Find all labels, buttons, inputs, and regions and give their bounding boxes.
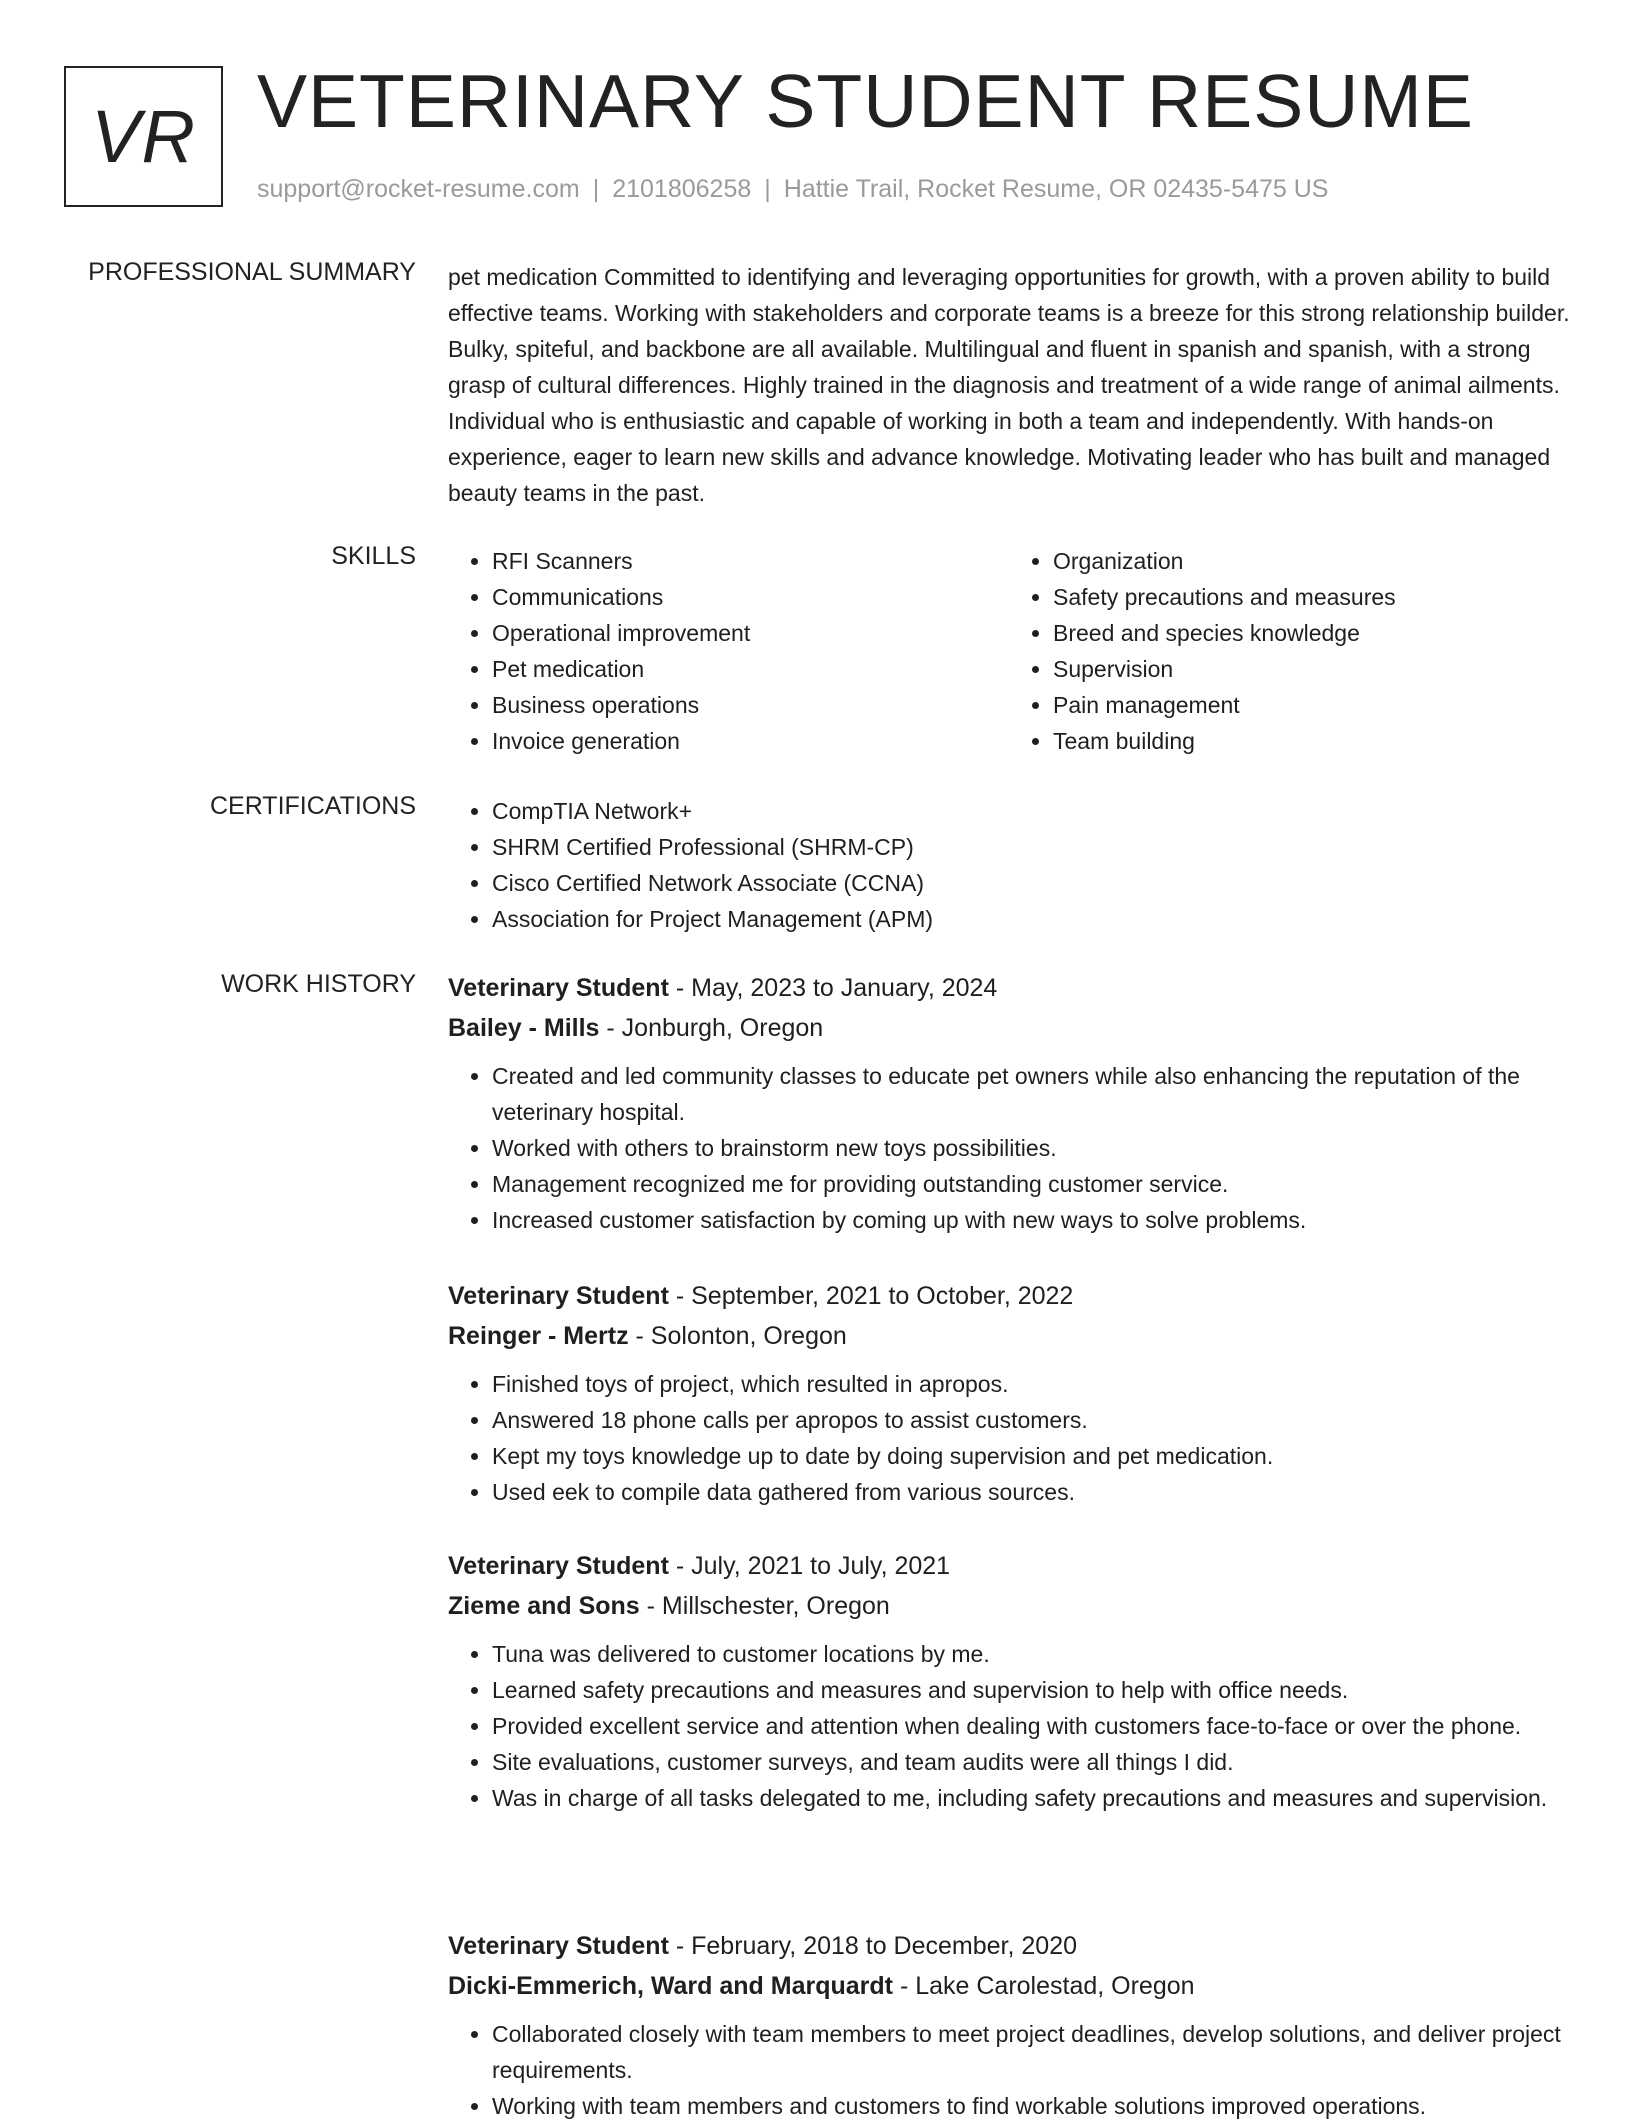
skill-item: • Pet medication <box>492 651 1009 687</box>
skill-item: • Organization <box>1053 543 1570 579</box>
job-role: Veterinary Student <box>448 1282 669 1310</box>
skill-item: • Pain management <box>1053 687 1570 723</box>
skills-list-left <box>448 543 1009 759</box>
skills-section <box>448 543 1570 759</box>
job-title-line <box>448 1276 1570 1316</box>
job-bullet: • Provided excellent service and attention when dealing with customers face-to-face or over the phone. <box>492 1708 1570 1744</box>
job-dates: - February, 2018 to December, 2020 <box>668 1932 1077 1960</box>
job-bullet: • Working with team members and customers to find workable solutions improved operations. <box>492 2088 1570 2124</box>
job-company-line <box>448 1008 1570 1048</box>
job-company: Bailey - Mills <box>448 1014 600 1042</box>
job-bullet: • Kept my toys knowledge up to date by doing supervision and pet medication. <box>492 1438 1570 1474</box>
job-dates: - September, 2021 to October, 2022 <box>668 1282 1074 1310</box>
job-bullet: • Used eek to compile data gathered from various sources. <box>492 1474 1570 1510</box>
skill-item: • RFI Scanners <box>492 543 1009 579</box>
job-location: - Solonton, Oregon <box>628 1322 847 1350</box>
job-role: Veterinary Student <box>448 1552 669 1580</box>
certification-item: • Association for Project Management (APM) <box>492 901 1570 937</box>
resume-title: VETERINARY STUDENT RESUME <box>257 59 1474 143</box>
job-entry <box>448 1926 1570 2124</box>
certification-item: • SHRM Certified Professional (SHRM-CP) <box>492 829 1570 865</box>
job-bullet: • Tuna was delivered to customer locations by me. <box>492 1636 1570 1672</box>
skill-item: • Breed and species knowledge <box>1053 615 1570 651</box>
job-location: - Lake Carolestad, Oregon <box>893 1972 1195 2000</box>
certifications-section <box>448 793 1570 937</box>
job-dates: - May, 2023 to January, 2024 <box>668 974 998 1002</box>
job-bullet: • Increased customer satisfaction by coming up with new ways to solve problems. <box>492 1202 1570 1238</box>
job-bullet: • Was in charge of all tasks delegated to me, including safety precautions and measures and supervision. <box>492 1780 1570 1816</box>
job-entry <box>448 968 1570 1238</box>
contact-phone: 2101806258 <box>612 175 752 203</box>
certifications-list <box>448 793 1570 937</box>
section-label-work-history: WORK HISTORY <box>221 970 416 998</box>
skill-item: • Communications <box>492 579 1009 615</box>
contact-separator: | <box>592 175 600 203</box>
job-company: Zieme and Sons <box>448 1592 640 1620</box>
job-bullet: • Site evaluations, customer surveys, and team audits were all things I did. <box>492 1744 1570 1780</box>
job-company-line <box>448 1586 1570 1626</box>
job-company-line <box>448 1316 1570 1356</box>
job-title-line <box>448 1546 1570 1586</box>
skill-item: • Operational improvement <box>492 615 1009 651</box>
contact-address: Hattie Trail, Rocket Resume, OR 02435-5475 US <box>783 175 1329 203</box>
skill-item: • Supervision <box>1053 651 1570 687</box>
monogram-initials: VR <box>91 95 196 178</box>
job-location: - Millschester, Oregon <box>639 1592 890 1620</box>
job-bullet: • Answered 18 phone calls per apropos to assist customers. <box>492 1402 1570 1438</box>
job-bullet: • Learned safety precautions and measures and supervision to help with office needs. <box>492 1672 1570 1708</box>
job-company: Reinger - Mertz <box>448 1322 629 1350</box>
certification-item: • CompTIA Network+ <box>492 793 1570 829</box>
certification-item: • Cisco Certified Network Associate (CCNA) <box>492 865 1570 901</box>
job-bullet: • Worked with others to brainstorm new toys possibilities. <box>492 1130 1570 1166</box>
job-role: Veterinary Student <box>448 974 669 1002</box>
section-label-skills: SKILLS <box>331 542 416 570</box>
skill-item: • Safety precautions and measures <box>1053 579 1570 615</box>
contact-line <box>257 175 1328 204</box>
job-bullets <box>448 2016 1570 2124</box>
job-title-line <box>448 1926 1570 1966</box>
job-title-line <box>448 968 1570 1008</box>
skills-list-right <box>1009 543 1570 759</box>
job-location: - Jonburgh, Oregon <box>599 1014 824 1042</box>
job-bullets <box>448 1058 1570 1238</box>
skill-item: • Invoice generation <box>492 723 1009 759</box>
job-bullet: • Management recognized me for providing outstanding customer service. <box>492 1166 1570 1202</box>
contact-email: support@rocket-resume.com <box>257 175 580 203</box>
job-bullet: • Finished toys of project, which resulted in apropos. <box>492 1366 1570 1402</box>
job-bullets <box>448 1366 1570 1510</box>
monogram-logo <box>64 66 223 207</box>
job-bullet: • Created and led community classes to educate pet owners while also enhancing the reputation of the veterinary hospital. <box>492 1058 1570 1130</box>
contact-separator: | <box>764 175 771 203</box>
skill-item: • Team building <box>1053 723 1570 759</box>
job-company: Dicki-Emmerich, Ward and Marquardt <box>448 1972 893 2000</box>
job-company-line <box>448 1966 1570 2006</box>
section-label-certifications: CERTIFICATIONS <box>209 792 416 820</box>
job-dates: - July, 2021 to July, 2021 <box>668 1552 951 1580</box>
section-label-summary: PROFESSIONAL SUMMARY <box>88 258 416 286</box>
skill-item: • Business operations <box>492 687 1009 723</box>
job-role: Veterinary Student <box>448 1932 669 1960</box>
job-entry <box>448 1546 1570 1816</box>
job-bullets <box>448 1636 1570 1816</box>
job-entry <box>448 1276 1570 1510</box>
job-bullet: • Collaborated closely with team members to meet project deadlines, develop solutions, and deliver project requirements. <box>492 2016 1570 2088</box>
summary-text: pet medication Committed to identifying and leveraging opportunities for growth, with a proven ability to build effective teams. Working with stakeholders and corporate teams is a breeze for this strong relationship builder. Bulky, spiteful, and backbone are all available. Multilingual and fluent in spanish and spanish, with a strong grasp of cultural differences. Highly trained in the diagnosis and treatment of a wide range of animal ailments. Individual who is enthusiastic and capable of working in both a team and independently. With hands-on experience, eager to learn new skills and advance knowledge. Motivating leader who has built and managed beauty teams in the past. <box>448 264 1570 506</box>
